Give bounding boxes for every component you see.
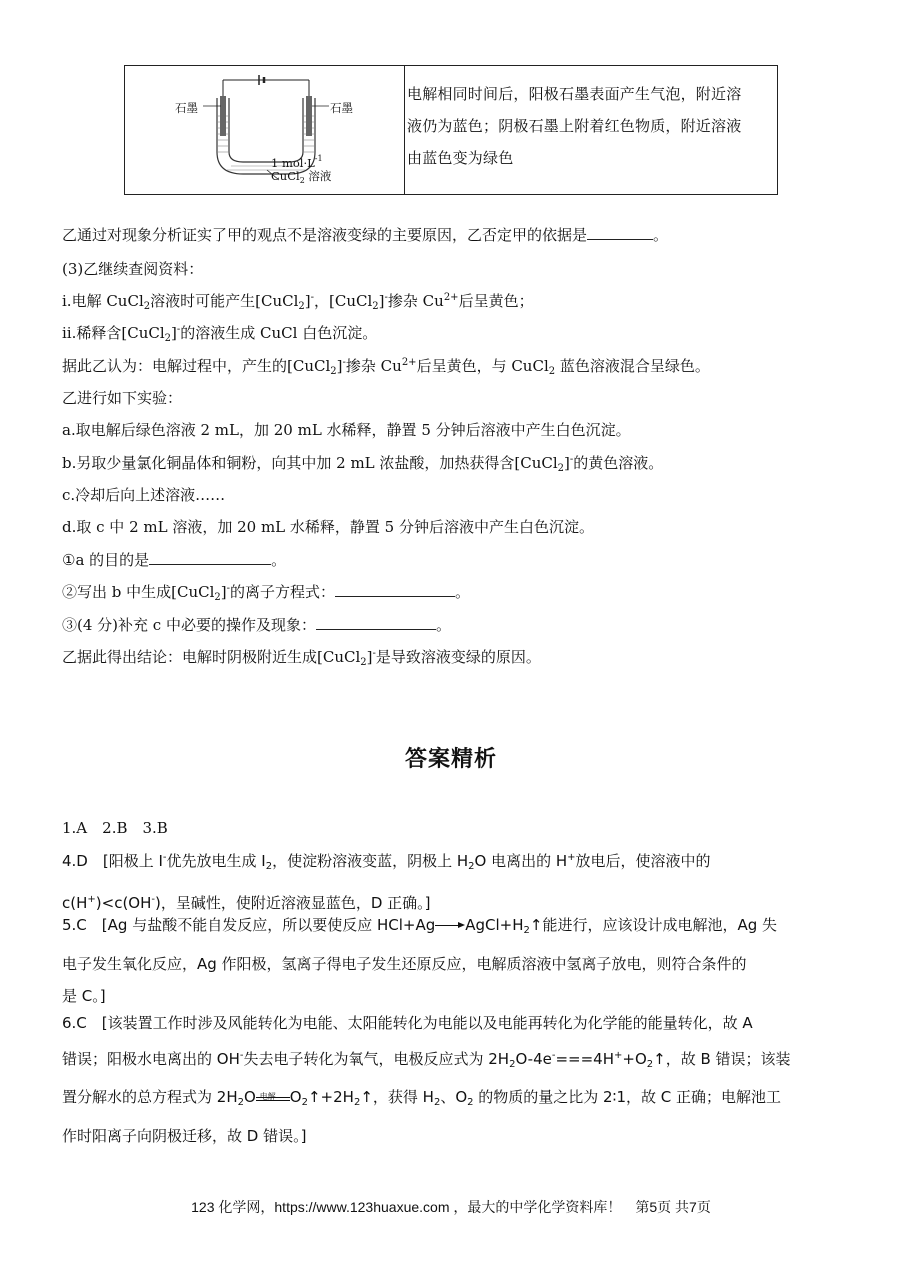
reference-i: ⅰ.电解 CuCl$_2$溶液时可能产生[CuCl$_2$]-，[CuCl$_2$]-掺杂 $Cu^{2+}$后呈黄色； [62, 292, 534, 312]
answer-section-title: 答案精析 [404, 746, 497, 772]
answer-6: 6.C [该装置工作时涉及风能转化为电能、太阳能转化为电能以及电能再转化为化学能的能量转化，故 A 错误；阳极水电离出的 OH-失去电子转化为氧气，电极反应式为 $2H_2O-4e^-===4H^++O_2↑$，故 B 错误；该装 置分解水的总方程式为 $2H_2O$ $O_2↑+2H_2↑$，获得 $H_2$、$O_2$ 的物质的量之比为 2∶1，故 C 正确；电解池工 作时阳离子向阴极迁移，故 D 错误。] [62, 1014, 791, 1145]
question-line-2: (3)乙继续查阅资料： [62, 260, 204, 278]
sub-question-2: ②写出 b 中生成[CuCl$_2$]-的离子方程式： 。 [62, 583, 471, 603]
answer-blank-4[interactable] [316, 615, 436, 630]
concentration-label: 1 $mol\cdot L^{-1}$ [271, 154, 323, 170]
observation-text: 电解相同时间后，阳极石墨表面产生气泡，附近溶 液仍为蓝色；阴极石墨上附着红色物质，附近溶液 由蓝色变为绿色 [407, 85, 742, 167]
experiment-table [124, 65, 778, 195]
conclusion-line: 乙据此得出结论：电解时阴极附近生成[CuCl$_2$]-是导致溶液变绿的原因。 [62, 648, 541, 668]
sub-question-1: ①a 的目的是 。 [62, 551, 287, 569]
page-footer: 123 化学网，https://www.123huaxue.com ，最大的中学化学资料库！ 第5页 共7页 [191, 1199, 711, 1215]
reaction-arrow-icon [435, 921, 465, 931]
electrolysis-condition-icon [256, 1091, 290, 1105]
experiment-intro: 乙进行如下实验： [62, 389, 183, 407]
step-c: c.冷却后向上述溶液…… [62, 486, 226, 504]
hypothesis-line: 据此乙认为：电解过程中，产生的[CuCl$_2$]-掺杂 $Cu^{2+}$后呈黄色，与 CuCl$_2$ 蓝色溶液混合呈绿色。 [62, 357, 710, 377]
table-divider [404, 66, 405, 194]
reference-ii: ⅱ.稀释含[CuCl$_2$]-的溶液生成 CuCl 白色沉淀。 [62, 324, 378, 344]
solution-label: CuCl$_2$ 溶液 [271, 169, 332, 185]
answer-4: 4.D [阳极上 I-优先放电生成 $I_2$，使淀粉溶液变蓝，阴极上 $H_2O$ 电离出的 H+放电后，使溶液中的 c(H+)<c(OH-)，呈碱性，使附近溶液显蓝色，D 正确。] [62, 852, 711, 912]
answer-5: 5.C [Ag 与盐酸不能自发反应，所以要使反应 HCl+Ag $AgCl+H_2↑$能进行，应该设计成电解池，Ag 失 电子发生氧化反应，Ag 作阳极，氢离子得电子发生还原反应，电解质溶液中氢离子放电，则符合条件的 是 C。] [62, 916, 778, 1005]
step-b: b.另取少量氯化铜晶体和铜粉，向其中加 2 mL 浓盐酸，加热获得含[CuCl$_2$]-的黄色溶液。 [62, 454, 664, 474]
electrode-left-label: 石墨 [175, 101, 198, 115]
step-d: d.取 c 中 2 mL 溶液，加 20 mL 水稀释，静置 5 分钟后溶液中产生白色沉淀。 [62, 518, 594, 536]
step-a: a.取电解后绿色溶液 2 mL，加 20 mL 水稀释，静置 5 分钟后溶液中产生白色沉淀。 [62, 421, 631, 439]
answer-blank-1[interactable] [587, 225, 653, 240]
electrode-right-label: 石墨 [330, 101, 353, 115]
sub-question-3: ③(4 分)补充 c 中必要的操作及现象： 。 [62, 616, 451, 634]
answer-1-3: 1.A 2.B 3.B [62, 819, 168, 837]
answer-blank-3[interactable] [335, 582, 455, 597]
question-line-1: 乙通过对现象分析证实了甲的观点不是溶液变绿的主要原因，乙否定甲的依据是 。 [62, 226, 669, 244]
answer-blank-2[interactable] [149, 550, 271, 565]
